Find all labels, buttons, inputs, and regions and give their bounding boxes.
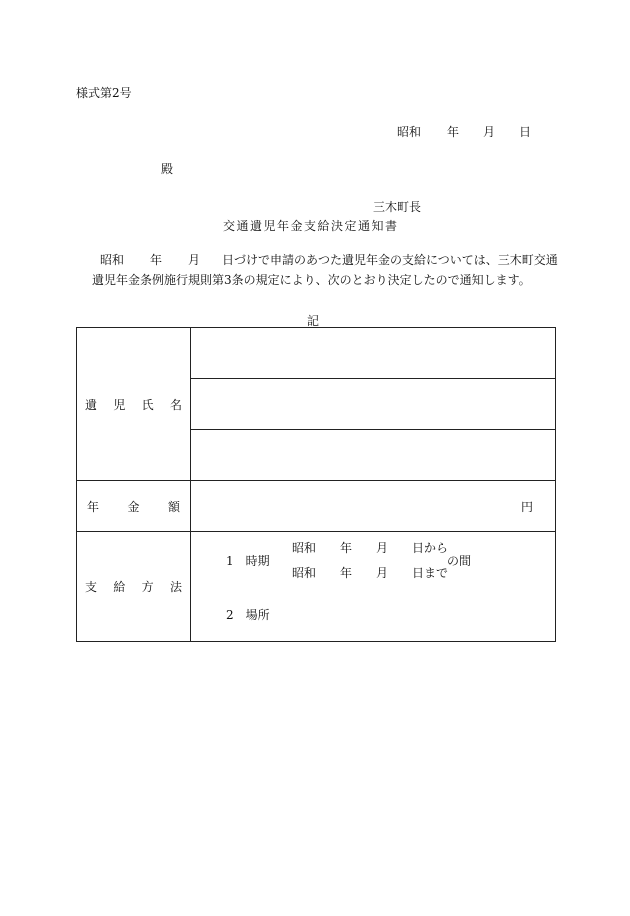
period-to-suffix: 日まで (412, 566, 449, 580)
body-line-1 (92, 250, 562, 270)
body-year: 年 (150, 253, 163, 267)
name-field-3[interactable] (191, 430, 556, 481)
name-label-char: 児 (113, 397, 126, 412)
date-day: 日 (519, 125, 532, 139)
decision-table (76, 327, 556, 642)
method-label-char: 支 (85, 580, 98, 594)
name-label-char: 遺 (85, 397, 98, 412)
period-from-suffix: 日から (412, 541, 449, 555)
body-month: 月 (188, 253, 201, 267)
body-paragraph (92, 250, 562, 290)
name-label (77, 396, 190, 413)
body-era: 昭和 (100, 253, 125, 267)
period-from-era: 昭和 (292, 541, 317, 555)
period-to-era: 昭和 (292, 566, 317, 580)
body-line-2: 遺児年金条例施行規則第3条の規定により、次のとおり決定したので通知します。 (92, 273, 531, 287)
name-label-char: 氏 (141, 397, 154, 412)
period-from-year: 年 (340, 541, 353, 555)
name-row-1 (77, 328, 556, 379)
name-label-cell (77, 328, 191, 481)
ki-marker: 記 (307, 314, 320, 328)
name-field-1[interactable] (191, 328, 556, 379)
period-suffix: の間 (447, 554, 472, 568)
method-label-cell (77, 532, 191, 642)
date-era: 昭和 (397, 125, 422, 139)
period-label: 1 時期 (226, 554, 270, 568)
amount-field[interactable] (191, 481, 556, 532)
name-label-char: 名 (169, 397, 182, 412)
period-from-month: 月 (376, 541, 389, 555)
body-line1-rest: 日づけで申請のあつた遺児年金の支給については、三木町交通 (222, 253, 558, 267)
amount-label-char: 額 (167, 499, 180, 514)
method-row (77, 532, 556, 642)
method-label-char: 給 (113, 580, 126, 594)
amount-unit: 円 (520, 499, 533, 514)
amount-label (77, 498, 190, 515)
method-field (191, 532, 556, 642)
period-to-month: 月 (376, 566, 389, 580)
amount-label-cell (77, 481, 191, 532)
name-field-2[interactable] (191, 379, 556, 430)
date-year: 年 (447, 125, 460, 139)
period-to-year: 年 (340, 566, 353, 580)
issuer-name: 三木町長 (373, 200, 422, 214)
document-title: 交通遺児年金支給決定通知書 (223, 219, 399, 233)
method-label (77, 578, 190, 595)
issue-date (397, 123, 531, 140)
method-label-char: 方 (141, 580, 154, 594)
place-label: 2 場所 (226, 608, 270, 622)
method-label-char: 法 (169, 580, 182, 594)
recipient-suffix: 殿 (161, 162, 174, 176)
amount-label-char: 年 (87, 499, 100, 514)
amount-row (77, 481, 556, 532)
date-month: 月 (483, 125, 496, 139)
amount-label-char: 金 (127, 499, 140, 514)
form-number: 様式第2号 (76, 86, 132, 100)
